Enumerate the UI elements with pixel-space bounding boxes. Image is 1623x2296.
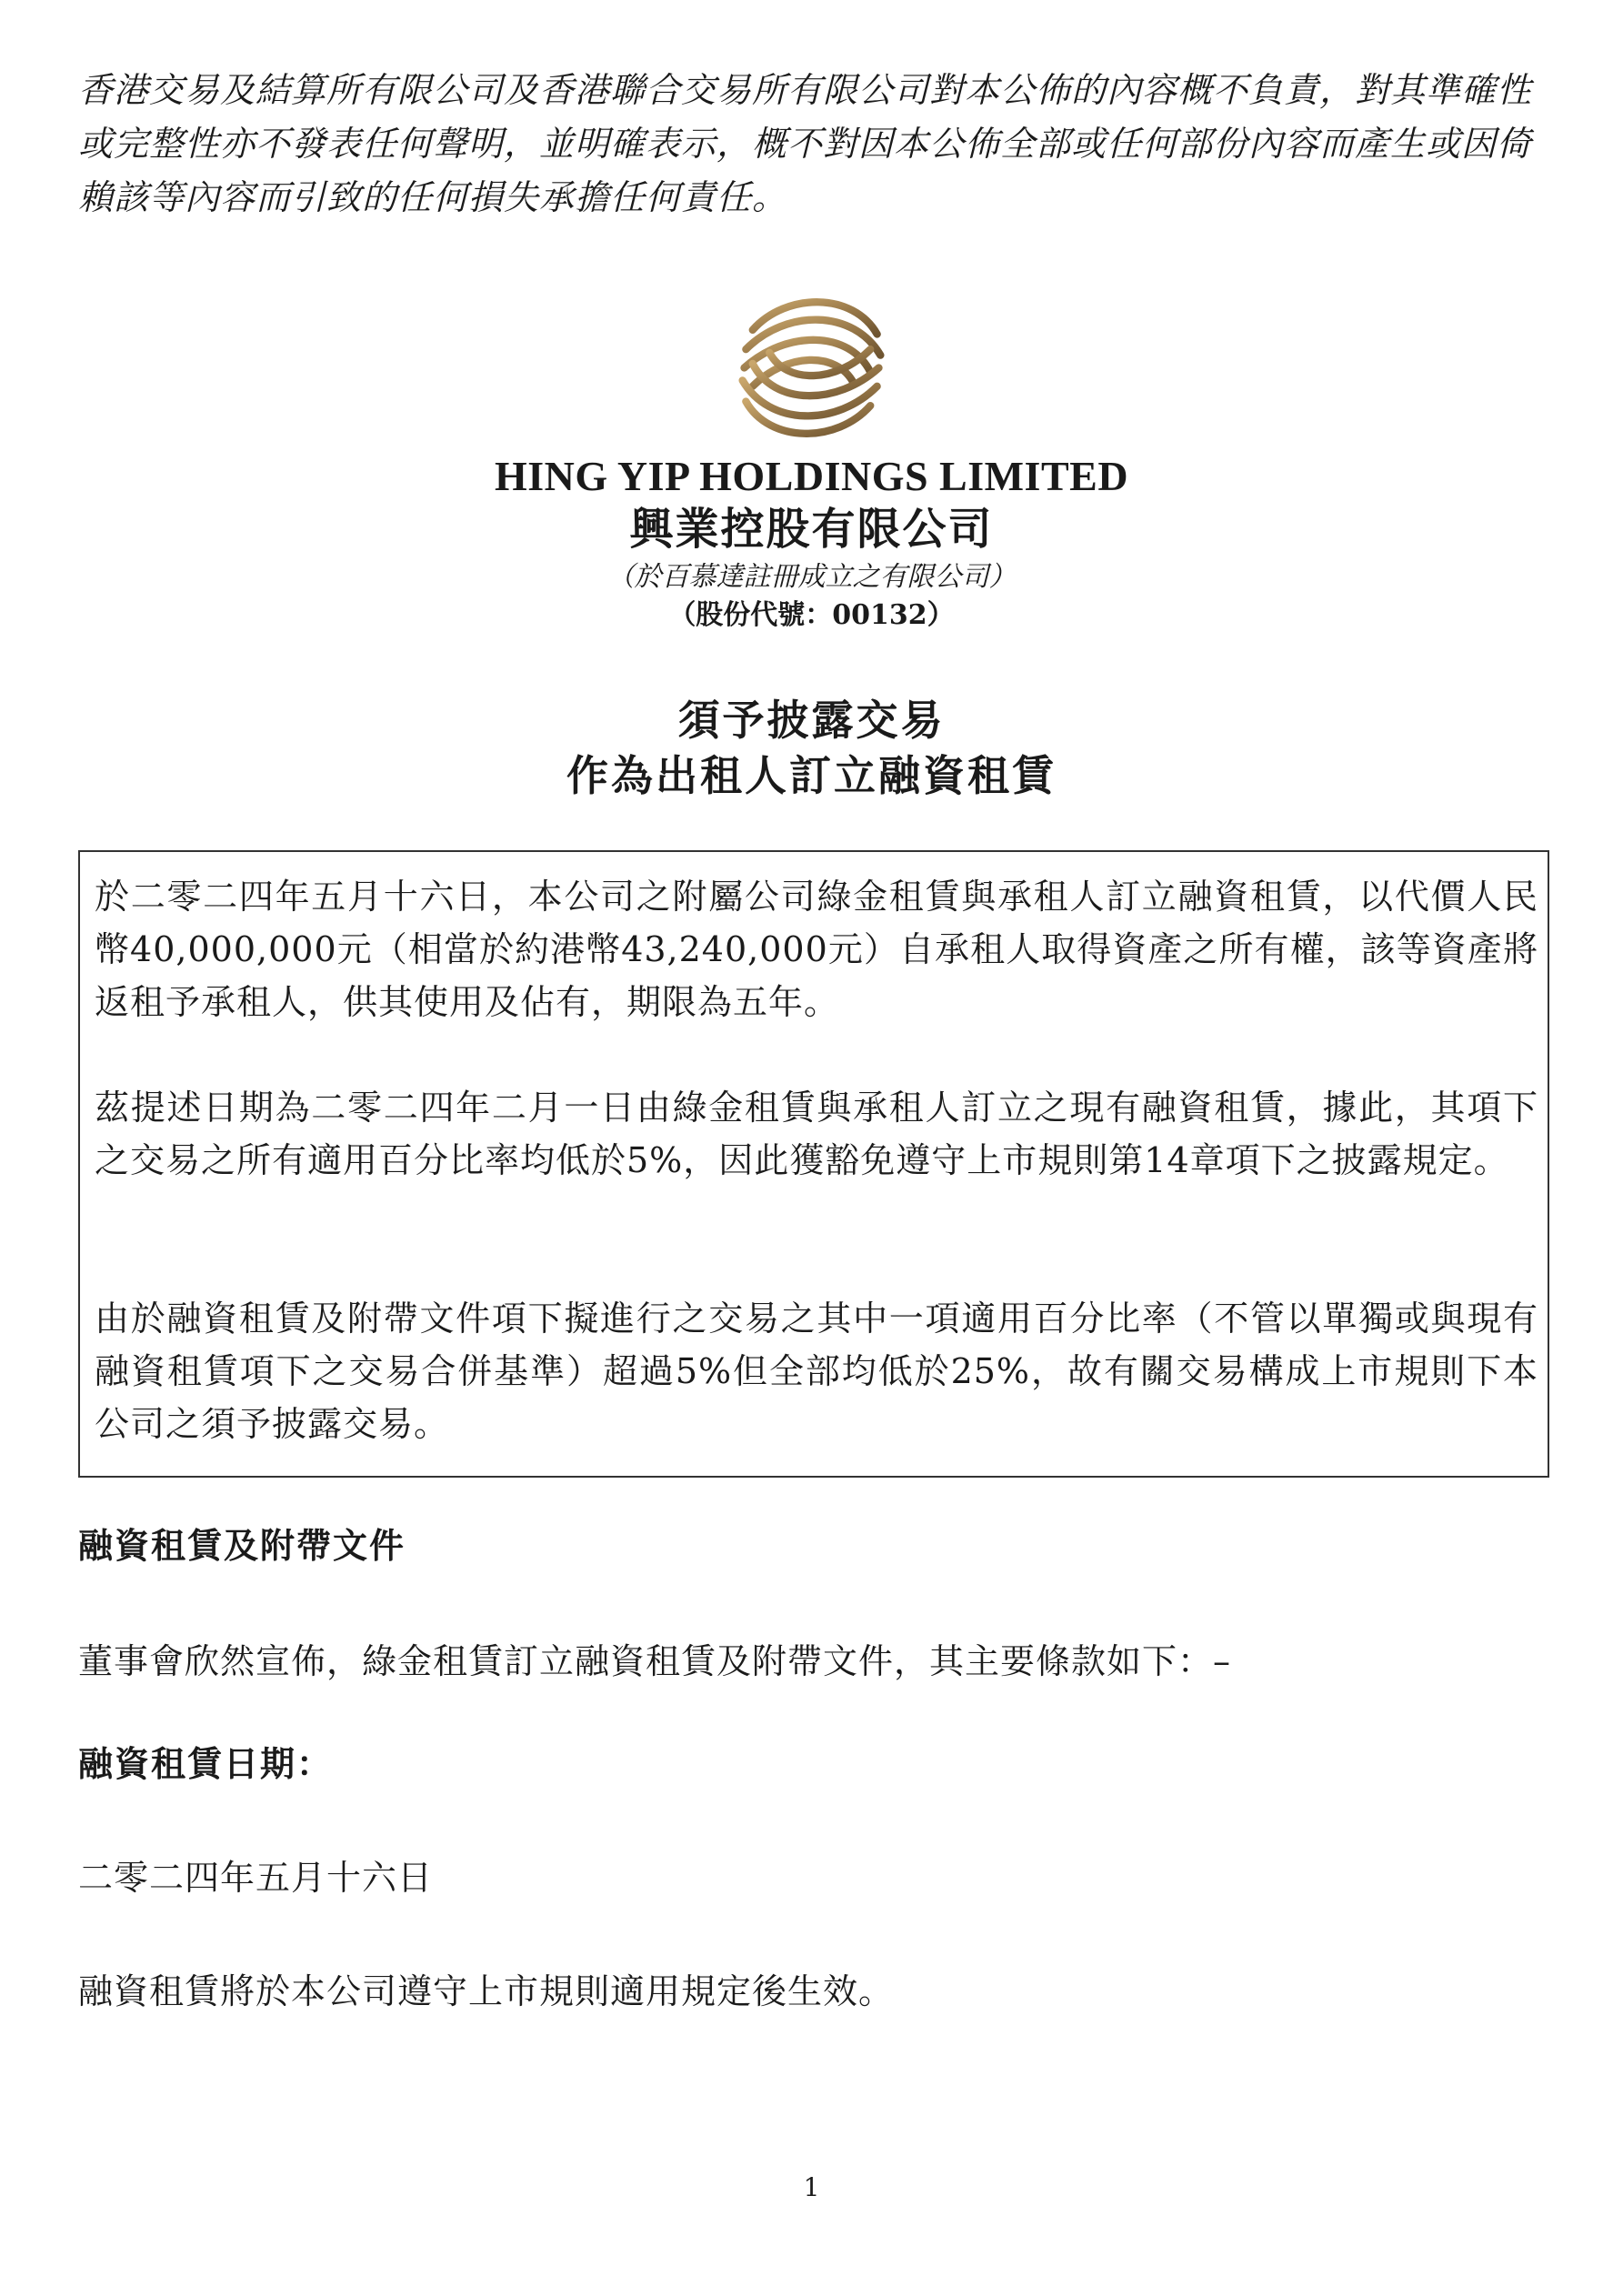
section-heading-finance-lease: 融資租賃及附帶文件 [78, 1526, 406, 1566]
page-number: 1 [803, 2172, 820, 2202]
section-intro-text: 董事會欣然宣佈，綠金租賃訂立融資租賃及附帶文件，其主要條款如下：– [78, 1641, 1232, 1681]
disclaimer-text: 香港交易及結算所有限公司及香港聯合交易所有限公司對本公佈的內容概不負責，對其準確性或完整性亦不發表任何聲明，並明確表示，概不對因本公佈全部或任何部份內容而產生或因倚賴該等內容而引致的任何損失承擔任何責任。 [78, 70, 1533, 217]
lease-effective-note: 融資租賃將於本公司遵守上市規則適用規定後生效。 [78, 1971, 895, 2011]
section-heading-lease-date: 融資租賃日期： [78, 1744, 334, 1784]
summary-paragraph: 茲提述日期為二零二四年二月一日由綠金租賃與承租人訂立之現有融資租賃，據此，其項下之交易之所有適用百分比率均低於5%，因此獲豁免遵守上市規則第14章項下之披露規定。 [95, 1088, 1538, 1180]
company-name-zh: 興業控股有限公司 [629, 504, 994, 555]
hing-yip-logo-icon [727, 284, 896, 452]
title-line-1: 須予披露交易 [677, 696, 946, 745]
company-name-en: HING YIP HOLDINGS LIMITED [494, 453, 1129, 499]
lease-date-value: 二零二四年五月十六日 [78, 1858, 434, 1898]
incorporation-note: （於百慕達註冊成立之有限公司） [606, 561, 1017, 593]
summary-box [78, 850, 1549, 1478]
summary-paragraph: 由於融資租賃及附帶文件項下擬進行之交易之其中一項適用百分比率（不管以單獨或與現有融資租賃項下之交易合併基準）超過5%但全部均低於25%，故有關交易構成上市規則下本公司之須予披露交易。 [95, 1298, 1538, 1444]
stock-code: （股份代號：00132） [668, 599, 955, 631]
summary-paragraph: 於二零二四年五月十六日，本公司之附屬公司綠金租賃與承租人訂立融資租賃，以代價人民幣40,000,000元（相當於約港幣43,240,000元）自承租人取得資產之所有權，該等資產將返租予承租人，供其使用及佔有，期限為五年。 [95, 877, 1538, 1022]
title-line-2: 作為出租人訂立融資租賃 [566, 751, 1057, 800]
